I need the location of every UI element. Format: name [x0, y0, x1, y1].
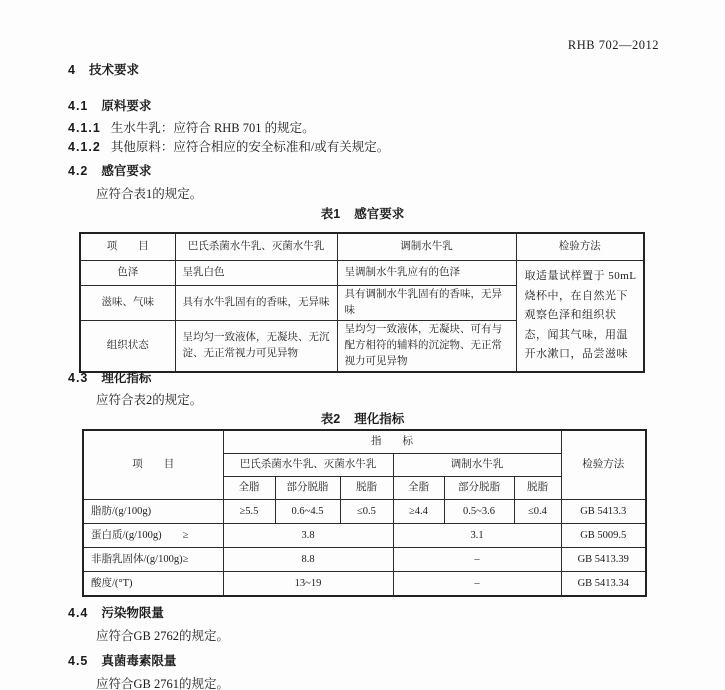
heading-4-4-title: 污染物限量 — [101, 606, 164, 620]
table2-subheader: 全脂 — [393, 477, 444, 500]
table2-subheader: 部分脱脂 — [275, 477, 340, 500]
table2-header-item: 项 目 — [83, 430, 223, 500]
clause-4-1-1-text: 生水牛乳：应符合 RHB 701 的规定。 — [110, 121, 315, 135]
table2-method-cell: GB 5009.5 — [561, 524, 646, 548]
table1-value-cell: 呈均匀一致液体，无凝块、无沉淀、无正常视力可见异物 — [175, 321, 337, 373]
table2-subheader: 全脂 — [223, 477, 275, 500]
table1-value-cell: 呈乳白色 — [175, 261, 337, 286]
table2-value-cell: – — [393, 548, 561, 572]
table1-item-cell: 组织状态 — [80, 321, 175, 373]
table2-value-cell: 3.1 — [393, 524, 561, 548]
heading-4-3-title: 理化指标 — [101, 371, 152, 385]
table1-header-row — [80, 233, 644, 261]
table2-value-cell: 3.8 — [223, 524, 393, 548]
clause-4-1-2-text: 其他原料：应符合相应的安全标准和/或有关规定。 — [110, 140, 390, 154]
table2-value-cell: ≤0.5 — [340, 500, 393, 524]
table2-caption — [0, 409, 725, 427]
table2-value-cell: ≥4.4 — [393, 500, 444, 524]
heading-4-number: 4 — [68, 63, 76, 77]
clause-4-1-2 — [68, 137, 389, 155]
table2-header-group2: 调制水牛乳 — [393, 454, 561, 477]
heading-4-1-number: 4.1 — [68, 99, 89, 113]
table1-caption-title: 感官要求 — [354, 207, 405, 221]
heading-4-5 — [68, 651, 176, 669]
table2-method-cell: GB 5413.3 — [561, 500, 646, 524]
clause-4-1-1-number: 4.1.1 — [68, 121, 101, 135]
table2-value-cell: 0.6~4.5 — [275, 500, 340, 524]
sensory-requirements-table — [79, 232, 645, 373]
table1-row-color — [80, 261, 644, 286]
table2-method-cell: GB 5413.39 — [561, 548, 646, 572]
table2-item-cell: 酸度/(°T) — [83, 572, 223, 597]
heading-4-5-number: 4.5 — [68, 654, 89, 668]
table2-subheader: 脱脂 — [514, 477, 561, 500]
heading-4-title: 技术要求 — [88, 63, 139, 77]
table2-caption-label: 表2 — [320, 412, 341, 426]
table2-subheader: 部分脱脂 — [444, 477, 514, 500]
table2-header-method: 检验方法 — [561, 430, 646, 500]
table2-value-cell: ≤0.4 — [514, 500, 561, 524]
table2-header-group1: 巴氏杀菌水牛乳、灭菌水牛乳 — [223, 454, 393, 477]
table2-item-cell: 蛋白质/(g/100g) ≥ — [83, 524, 223, 548]
table1-header-pasteurized: 巴氏杀菌水牛乳、灭菌水牛乳 — [175, 233, 337, 261]
heading-4-3 — [68, 368, 151, 386]
table2-caption-title: 理化指标 — [354, 412, 405, 426]
table2-row-protein — [83, 524, 646, 548]
table2-header-indicator: 指 标 — [223, 430, 561, 454]
heading-4-2 — [68, 161, 151, 179]
table2-row-fat — [83, 500, 646, 524]
table2-value-cell: – — [393, 572, 561, 597]
heading-4-1 — [68, 96, 151, 114]
table1-value-cell: 具有调制水牛乳固有的香味，无异味 — [337, 286, 516, 321]
heading-4-2-number: 4.2 — [68, 164, 89, 178]
heading-4-5-title: 真菌毒素限量 — [101, 654, 177, 668]
clause-4-1-2-number: 4.1.2 — [68, 140, 101, 154]
para-4-3: 应符合表2的规定。 — [96, 393, 203, 407]
physicochemical-index-table — [82, 429, 647, 597]
heading-4 — [68, 60, 139, 78]
table1-caption-label: 表1 — [320, 207, 341, 221]
table2-item-cell: 非脂乳固体/(g/100g)≥ — [83, 548, 223, 572]
table1-value-cell: 呈均匀一致液体，无凝块、可有与配方相符的辅料的沉淀物、无正常视力可见异物 — [337, 321, 516, 373]
table2-value-cell: ≥5.5 — [223, 500, 275, 524]
table2-subheader: 脱脂 — [340, 477, 393, 500]
table2-row-nonfat-solids — [83, 548, 646, 572]
table2-row-acidity — [83, 572, 646, 597]
heading-4-3-number: 4.3 — [68, 371, 89, 385]
table2-method-cell: GB 5413.34 — [561, 572, 646, 597]
heading-4-2-title: 感官要求 — [101, 164, 152, 178]
table2-header-row1 — [83, 430, 646, 454]
table1-header-modulated: 调制水牛乳 — [337, 233, 516, 261]
para-4-4: 应符合GB 2762的规定。 — [96, 629, 229, 643]
table2-value-cell: 0.5~3.6 — [444, 500, 514, 524]
table1-method-cell: 取适量试样置于 50mL 烧杯中，在自然光下观察色泽和组织状态，闻其气味，用温开水漱口，品尝滋味 — [516, 261, 644, 373]
table2-value-cell: 13~19 — [223, 572, 393, 597]
heading-4-4-number: 4.4 — [68, 606, 89, 620]
clause-4-1-1 — [68, 118, 315, 136]
standard-number: RHB 702—2012 — [567, 38, 659, 52]
para-4-2: 应符合表1的规定。 — [96, 187, 203, 201]
table2-item-cell: 脂肪/(g/100g) — [83, 500, 223, 524]
table2-value-cell: 8.8 — [223, 548, 393, 572]
table1-header-method: 检验方法 — [516, 233, 644, 261]
table1-item-cell: 滋味、气味 — [80, 286, 175, 321]
para-4-5: 应符合GB 2761的规定。 — [96, 677, 229, 690]
table1-caption — [0, 204, 725, 222]
table1-header-item: 项 目 — [80, 233, 175, 261]
heading-4-4 — [68, 603, 164, 621]
table1-value-cell: 呈调制水牛乳应有的色泽 — [337, 261, 516, 286]
table1-item-cell: 色泽 — [80, 261, 175, 286]
heading-4-1-title: 原料要求 — [101, 99, 152, 113]
table1-value-cell: 具有水牛乳固有的香味，无异味 — [175, 286, 337, 321]
